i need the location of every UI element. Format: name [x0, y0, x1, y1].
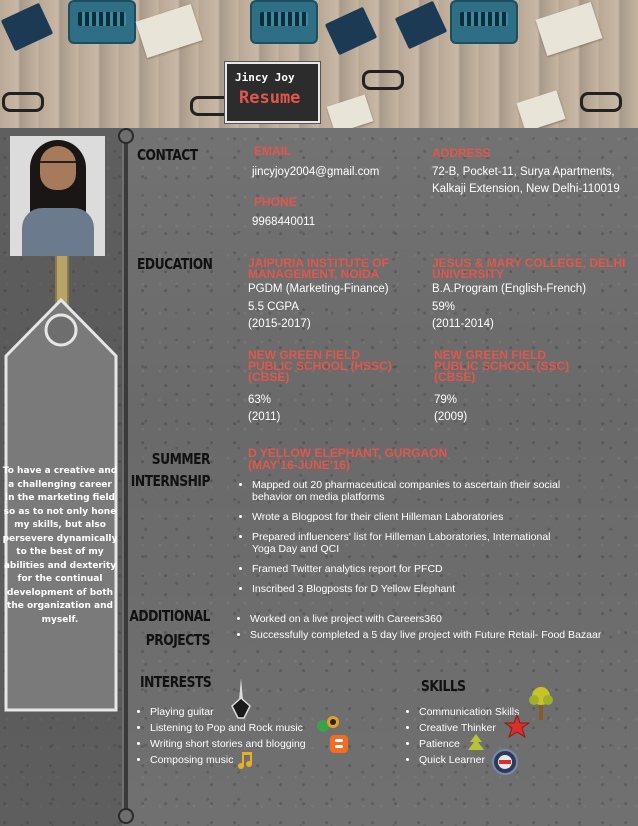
education-degree: PGDM (Marketing-Finance) [248, 283, 389, 295]
typewriter-decoration [68, 0, 136, 44]
list-item: • Listening to Pop and Rock music [150, 722, 336, 734]
glasses-decoration [580, 92, 622, 112]
education-years: (2011-2014) [432, 318, 494, 330]
skills-heading: SKILLS [421, 677, 466, 695]
list-item: • Framed Twitter analytics report for PFCD [252, 563, 568, 575]
internship-heading-line2: INTERNSHIP [130, 472, 210, 490]
glasses-decoration [2, 92, 44, 112]
education-score: 79% [434, 394, 458, 406]
career-objective: To have a creative and a challenging career in the marketing field so as to not only hone my skills, but also persevere dynamically to the best of my abilities and dexterity for the continual development of both the organization and myself. [2, 466, 118, 625]
phone-label: PHONE [254, 195, 297, 209]
tree-icon [528, 686, 554, 720]
typewriter-decoration [450, 0, 518, 44]
education-years: (2011) [248, 411, 281, 423]
profile-photo [10, 136, 105, 256]
objective-tag [0, 290, 122, 715]
education-institution: JESUS & MARY COLLEGE, DELHI UNIVERSITY [432, 256, 626, 281]
list-item: • Wrote a Blogpost for their client Hilleman Laboratories [252, 511, 568, 523]
internship-period: (MAY'16-JUNE'16) [248, 458, 350, 472]
education-score: 63% [248, 394, 272, 406]
star-icon [504, 714, 530, 738]
glasses-decoration [362, 70, 404, 90]
guitar-icon [228, 676, 254, 720]
book-decoration [325, 7, 377, 56]
list-item: • Mapped out 20 pharmaceutical companies to ascertain their social behavior on media platforms [252, 479, 568, 503]
email-value: jincyjoy2004@gmail.com [252, 166, 380, 178]
education-institution: NEW GREEN FIELD PUBLIC SCHOOL (SSC) (CBSE) [434, 348, 570, 384]
address-label: ADDRESS [432, 146, 491, 160]
list-item: • Composing music [150, 754, 336, 766]
list-item: • Creative Thinker [419, 722, 555, 734]
internship-bullets [238, 479, 568, 603]
paper-decoration [136, 4, 203, 58]
list-item: • Writing short stories and blogging [150, 738, 336, 750]
phone-value: 9968440011 [252, 216, 316, 228]
list-item: • Worked on a live project with Careers360 [250, 613, 636, 625]
internship-company: D YELLOW ELEPHANT, GURGAON [248, 446, 448, 460]
projects-bullets [236, 613, 636, 649]
education-heading: EDUCATION [137, 255, 213, 273]
blogger-icon [330, 735, 348, 753]
projects-heading-line1: ADDITIONAL [129, 607, 210, 625]
education-years: (2015-2017) [248, 318, 311, 330]
address-line-2: Kalkaji Extension, New Delhi-110019 [432, 183, 620, 195]
music-note-icon [236, 752, 256, 770]
list-item: • Inscribed 3 Blogposts for D Yellow Elephant [252, 583, 568, 595]
list-item: • Communication Skills [419, 706, 555, 718]
paper-decoration [536, 2, 603, 56]
contact-heading: CONTACT [137, 146, 198, 164]
list-item: • Quick Learner [419, 754, 555, 766]
education-score: 59% [432, 301, 456, 313]
document-title: Resume [239, 88, 301, 108]
book-decoration [395, 1, 447, 50]
paper-decoration [327, 95, 374, 128]
title-box [225, 62, 320, 123]
list-item: • Patience [419, 738, 555, 750]
headphones-icon [316, 714, 340, 734]
leaf-icon [464, 734, 488, 754]
timeline-dot [118, 808, 134, 824]
list-item: • Playing guitar [150, 706, 336, 718]
book-decoration [1, 3, 53, 52]
paper-decoration [516, 90, 565, 128]
education-institution: JAIPURIA INSTITUTE OF MANAGEMENT, NOIDA [248, 256, 389, 281]
candidate-name: Jincy Joy [235, 71, 295, 84]
interests-heading: INTERESTS [140, 673, 212, 691]
clock-icon [491, 748, 519, 776]
list-item: • Successfully completed a 5 day live project with Future Retail- Food Bazaar [250, 629, 636, 641]
internship-heading-line1: SUMMER [151, 450, 210, 468]
email-label: EMAIL [254, 144, 292, 158]
address-line-1: 72-B, Pocket-11, Surya Apartments, [432, 166, 615, 178]
typewriter-decoration [250, 0, 318, 44]
education-years: (2009) [434, 411, 468, 423]
education-institution: NEW GREEN FIELD PUBLIC SCHOOL (HSSC) (CBSE) [248, 348, 392, 384]
projects-heading-line2: PROJECTS [145, 631, 210, 649]
timeline-dot [118, 128, 134, 144]
list-item: • Prepared influencers' list for Hilleman Laboratories, International Yoga Day and QCI [252, 531, 568, 555]
education-score: 5.5 CGPA [248, 301, 299, 313]
education-degree: B.A.Program (English-French) [432, 283, 587, 295]
